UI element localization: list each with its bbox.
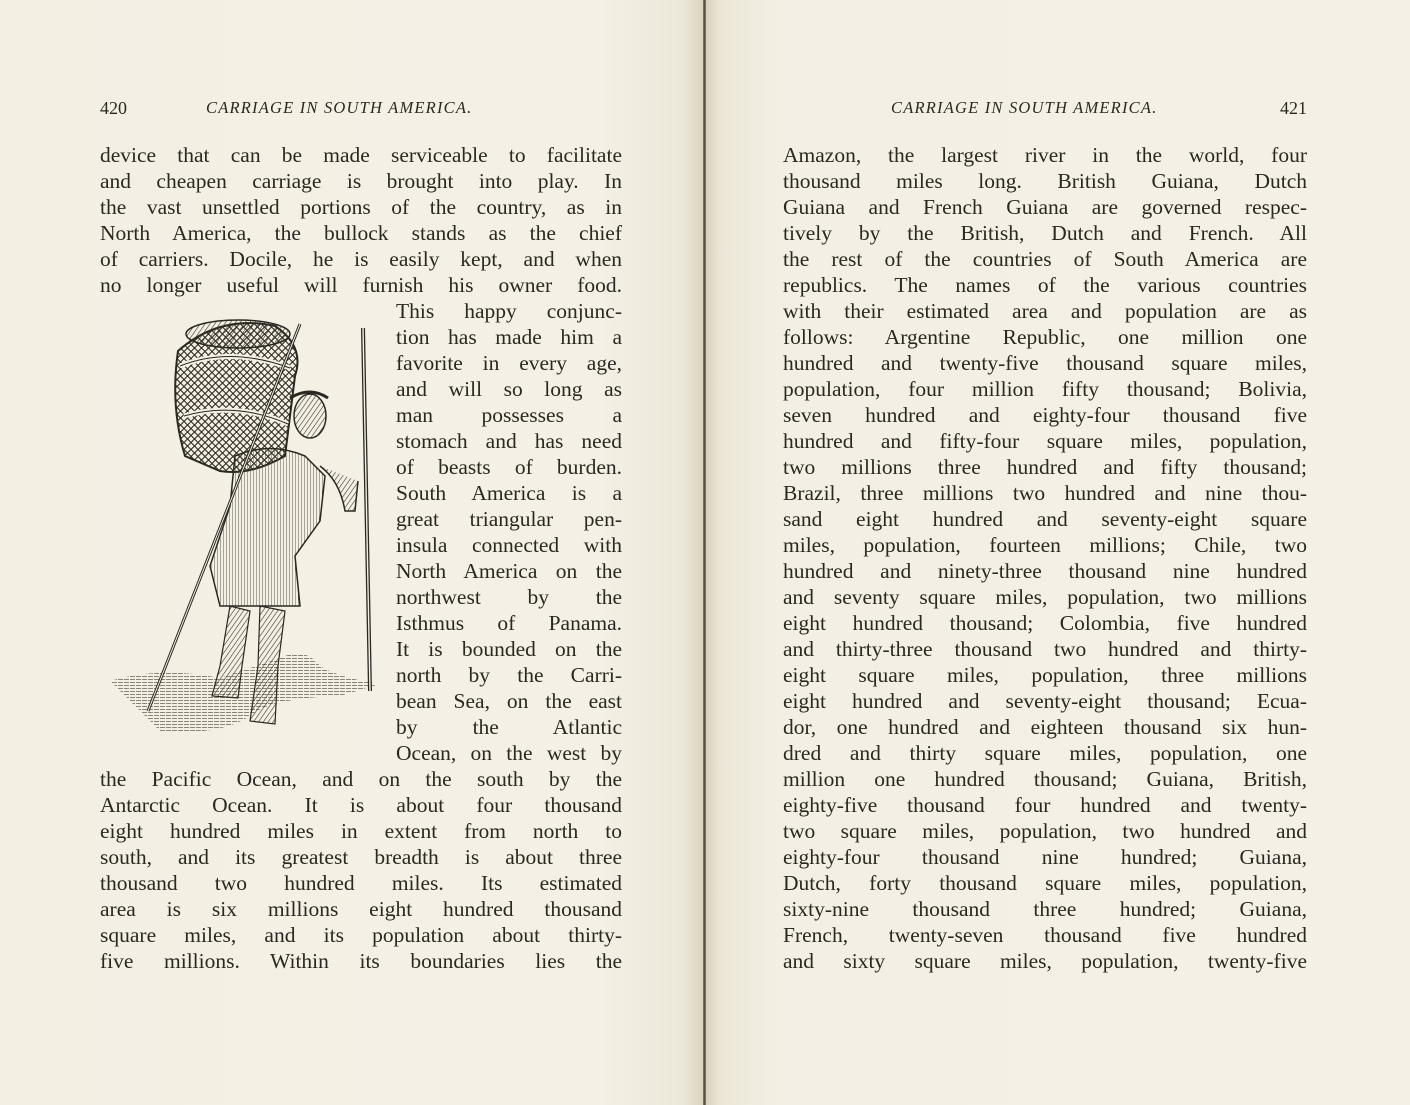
text-line: great triangular pen- [396,507,622,531]
text-line: Isthmus of Panama. [396,611,622,635]
text-line: North America on the [396,559,622,583]
illustration-wrap-area [100,298,622,766]
text-line: and sixty square miles, population, twenty-five [783,949,1307,973]
text-line: South America is a [396,481,622,505]
text-line: Amazon, the largest river in the world, four [783,143,1307,167]
text-line: favorite in every age, [396,351,622,375]
text-line: the rest of the countries of South America are [783,247,1307,271]
text-line: miles, population, fourteen millions; Chile, two [783,533,1307,557]
text-line: no longer useful will furnish his owner food. [100,273,622,297]
text-line: the Pacific Ocean, and on the south by the [100,767,622,791]
text-line: tion has made him a [396,325,622,349]
text-line: the vast unsettled portions of the country, as in [100,195,622,219]
text-line: eight hundred miles in extent from north to [100,819,622,843]
text-line: of carriers. Docile, he is easily kept, and when [100,247,622,271]
text-line: man possesses a [396,403,622,427]
text-line: Dutch, forty thousand square miles, population, [783,871,1307,895]
text-line: stomach and has need [396,429,622,453]
right-body-text [783,142,1307,974]
text-line: area is six millions eight hundred thousand [100,897,622,921]
text-line: thousand two hundred miles. Its estimated [100,871,622,895]
left-page [0,0,704,1105]
porter-engraving-icon [100,306,390,758]
text-line: insula connected with [396,533,622,557]
text-line: Guiana and French Guiana are governed respec- [783,195,1307,219]
text-line: Ocean, on the west by [396,741,622,765]
right-running-head [783,96,1307,120]
text-line: sand eight hundred and seventy-eight square [783,507,1307,531]
text-line: eighty-five thousand four hundred and twenty- [783,793,1307,817]
text-line: of beasts of burden. [396,455,622,479]
text-line: south, and its greatest breadth is about three [100,845,622,869]
text-line: Antarctic Ocean. It is about four thousand [100,793,622,817]
text-line: eight hundred thousand; Colombia, five hundred [783,611,1307,635]
text-line: two millions three hundred and fifty thousand; [783,455,1307,479]
text-line: This happy conjunc- [396,299,622,323]
page-number: 420 [100,98,127,118]
right-page [706,0,1410,1105]
running-head-title: CARRIAGE IN SOUTH AMERICA. [891,98,1158,117]
text-line: hundred and ninety-three thousand nine hundred [783,559,1307,583]
text-line: sixty-nine thousand three hundred; Guiana, [783,897,1307,921]
text-line: eight hundred and seventy-eight thousand; Ecua- [783,689,1307,713]
text-line: northwest by the [396,585,622,609]
text-line: eighty-four thousand nine hundred; Guiana, [783,845,1307,869]
text-line: republics. The names of the various countries [783,273,1307,297]
text-line: population, four million fifty thousand; Bolivia, [783,377,1307,401]
running-head-title: CARRIAGE IN SOUTH AMERICA. [206,98,473,117]
text-line: by the Atlantic [396,715,622,739]
text-line: seven hundred and eighty-four thousand five [783,403,1307,427]
text-line: dor, one hundred and eighteen thousand six hun- [783,715,1307,739]
text-line: hundred and twenty-five thousand square miles, [783,351,1307,375]
text-line: and will so long as [396,377,622,401]
text-line: five millions. Within its boundaries lies the [100,949,622,973]
page-number: 421 [1280,98,1307,118]
text-line: thousand miles long. British Guiana, Dutch [783,169,1307,193]
text-line: with their estimated area and population are as [783,299,1307,323]
left-body-text [100,142,622,974]
left-running-head [100,96,622,120]
text-line: device that can be made serviceable to facilitate [100,143,622,167]
text-line: bean Sea, on the east [396,689,622,713]
text-line: million one hundred thousand; Guiana, British, [783,767,1307,791]
text-line: square miles, and its population about thirty- [100,923,622,947]
text-line: north by the Carri- [396,663,622,687]
text-line: and thirty-three thousand two hundred and thirty- [783,637,1307,661]
text-line: hundred and fifty-four square miles, population, [783,429,1307,453]
text-line: It is bounded on the [396,637,622,661]
text-line: tively by the British, Dutch and French. All [783,221,1307,245]
text-line: follows: Argentine Republic, one million one [783,325,1307,349]
text-line: eight square miles, population, three millions [783,663,1307,687]
text-line: North America, the bullock stands as the chief [100,221,622,245]
text-line: Brazil, three millions two hundred and nine thou- [783,481,1307,505]
text-line: and cheapen carriage is brought into play. In [100,169,622,193]
text-line: dred and thirty square miles, population, one [783,741,1307,765]
porter-illustration [100,306,390,758]
text-line: French, twenty-seven thousand five hundred [783,923,1307,947]
wrapped-text [396,298,622,766]
text-line: two square miles, population, two hundred and [783,819,1307,843]
text-line: and seventy square miles, population, two millions [783,585,1307,609]
